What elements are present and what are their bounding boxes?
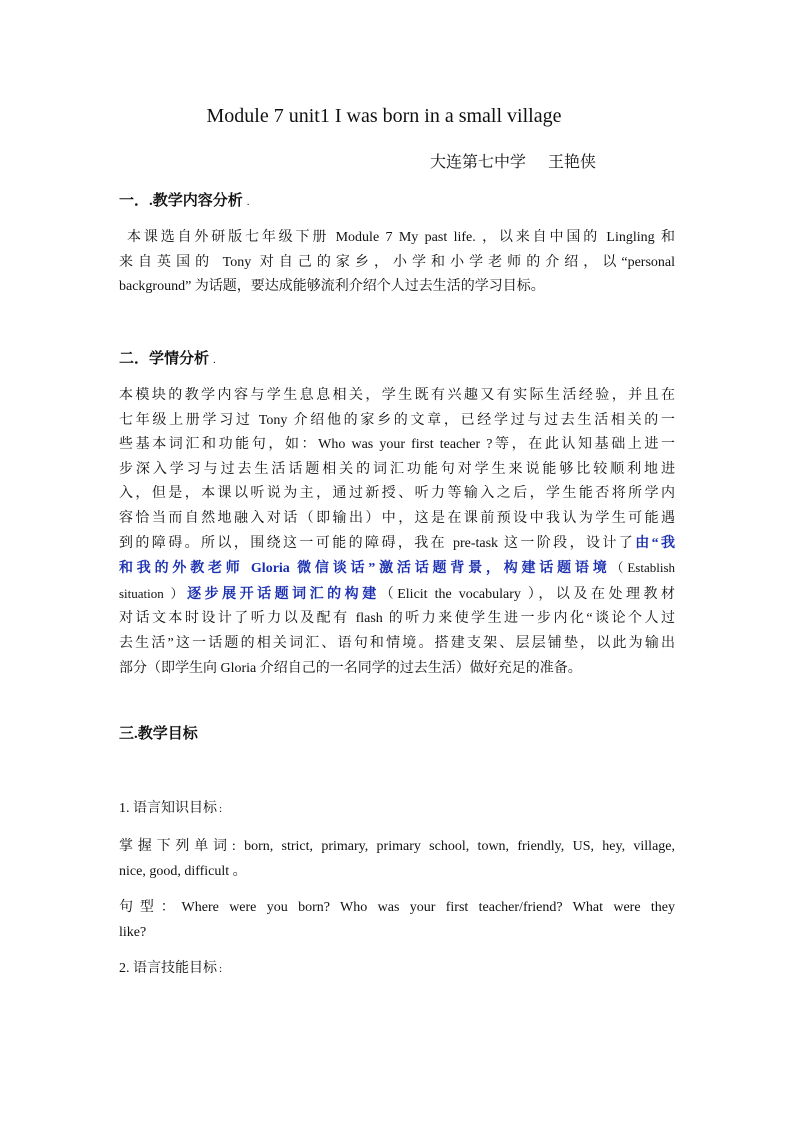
paragraph-vocabulary xyxy=(119,835,675,884)
paragraph-line: 本模块的教学内容与学生息息相关，学生既有兴趣又有实际生活经验，并且在 xyxy=(119,388,675,403)
paragraph-line: 入，但是，本课以听说为主，通过新授、听力等输入之后，学生能否将所学内 xyxy=(119,486,675,502)
line-text: （Establish xyxy=(610,560,675,576)
document-title: Module 7 unit1 I was born in a small village xyxy=(206,105,562,127)
section-heading-content-analysis xyxy=(119,190,250,213)
section-heading-text: 一．.教学内容分析 xyxy=(119,193,243,209)
paragraph-line: 掌握下列单词: born, strict, primary, primary school, town, friendly, US, hey, village, xyxy=(119,839,675,854)
section-heading-tail: . xyxy=(213,354,216,366)
goal-item-language-knowledge xyxy=(119,798,222,820)
highlighted-text: 和我的外教老师 Gloria 微信谈话”激活话题背景，构建话题语境 xyxy=(119,561,611,577)
school-name: 大连第七中学 xyxy=(430,154,527,171)
goal-item-tail: : xyxy=(219,803,223,815)
paragraph-line xyxy=(119,532,675,557)
highlighted-text: 由“我 xyxy=(635,535,676,551)
highlighted-text: 逐步展开话题词汇的构建 xyxy=(187,586,380,602)
paragraph-line: like? xyxy=(119,924,147,940)
goal-item-label: 2. 语言技能目标 xyxy=(119,961,217,976)
paragraph-line: 步深入学习与过去生活话题相关的词汇功能句对学生来说能够比较顺利地进 xyxy=(119,461,675,477)
section-heading-text: 三.教学目标 xyxy=(119,726,198,742)
paragraph-line: 部分（即学生向 Gloria 介绍自己的一名同学的过去生活）做好充足的准备。 xyxy=(119,660,582,676)
line-text: situation ） xyxy=(119,585,188,601)
paragraph-line: nice, good, difficult 。 xyxy=(119,863,247,879)
goal-item-label: 1. 语言知识目标 xyxy=(119,801,217,816)
paragraph-line: 本课选自外研版七年级下册 Module 7 My past life. ，以来自中国的 Lingling 和 xyxy=(127,230,675,245)
goal-item-tail: : xyxy=(219,963,223,975)
section-heading-learner-analysis xyxy=(119,348,216,371)
paragraph-line: 七年级上册学习过 Tony 介绍他的家乡的文章，已经学过与过去生活相关的一 xyxy=(119,412,675,428)
paragraph-sentence-patterns xyxy=(119,896,675,945)
paragraph-line: 些基本词汇和功能句，如：Who was your first teacher ?等，在此认知基础上进一 xyxy=(119,437,675,453)
paragraph-line: 对话文本时设计了听力以及配有 flash 的听力来使学生进一步内化“谈论个人过 xyxy=(119,611,675,627)
paragraph-learner-analysis xyxy=(119,384,675,681)
paragraph-line: 容恰当而自然地融入对话（即输出）中，这是在课前预设中我认为学生可能遇 xyxy=(119,510,675,526)
paragraph-line: 句型：Where were you born? Who was your first teacher/friend? What were they xyxy=(119,900,675,915)
line-text: 到的障碍。所以，围绕这一可能的障碍，我在 pre-task 这一阶段，设计了 xyxy=(119,535,636,551)
paragraph-line: 来自英国的 Tony 对自己的家乡，小学和小学老师的介绍，以“personal xyxy=(119,254,675,270)
author-name: 王艳侠 xyxy=(548,154,597,171)
section-heading-teaching-goals xyxy=(119,723,198,745)
paragraph-content-analysis xyxy=(119,226,675,300)
line-text: （Elicit the vocabulary ），以及在处理教材 xyxy=(379,586,676,602)
section-heading-tail: . xyxy=(246,196,250,208)
author-line xyxy=(430,152,596,174)
paragraph-line xyxy=(119,582,675,608)
goal-item-language-skills xyxy=(119,958,222,980)
paragraph-line: background” 为话题，要达成能够流利介绍个人过去生活的学习目标。 xyxy=(119,279,545,295)
paragraph-line xyxy=(119,556,675,582)
paragraph-line: 去生活”这一话题的相关词汇、语句和情境。搭建支架、层层铺垫，以此为输出 xyxy=(119,635,675,651)
section-heading-text: 二．学情分析 xyxy=(119,351,210,367)
